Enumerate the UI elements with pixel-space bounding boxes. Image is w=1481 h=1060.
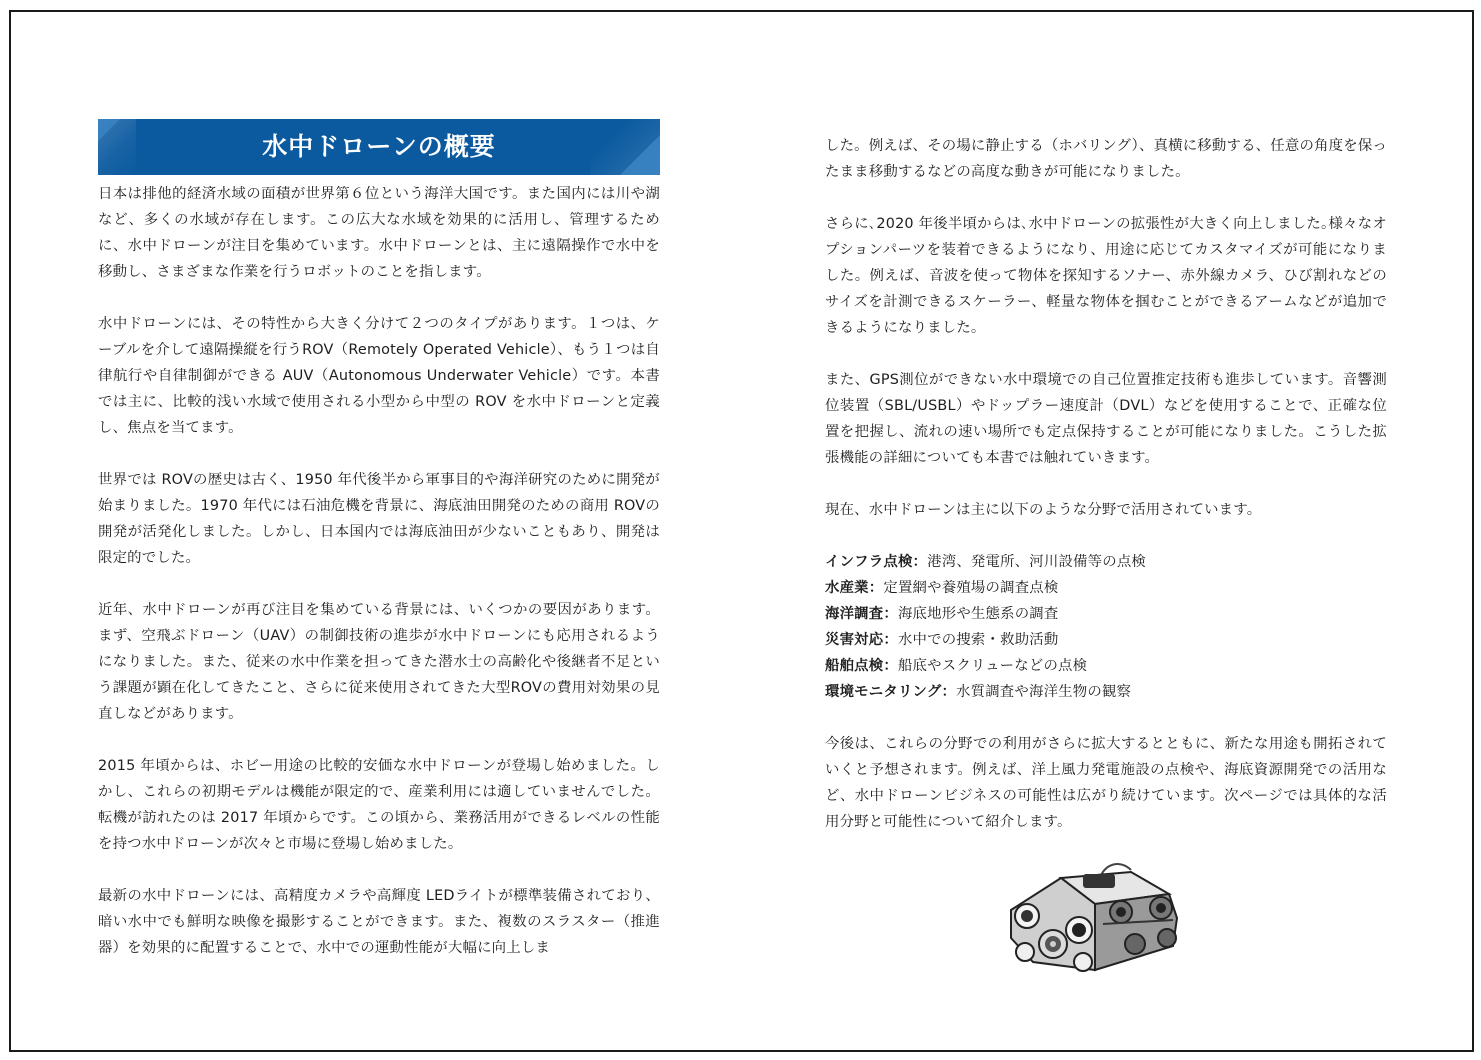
paragraph: さらに､2020 年後半頃からは､水中ドローンの拡張性が大きく向上しました｡様々なオプションパーツを装着できるようになり、用途に応じてカスタマイズが可能になりました。例えば、音波を使って物体を探知するソナー、赤外線カメラ、ひび割れなどのサイズを計測できるスケーラー、軽量な物体を掴むことができるアームなどが追加できるようになりました。 xyxy=(825,216,1387,336)
paragraph: 現在、水中ドローンは主に以下のような分野で活用されています。 xyxy=(825,502,1262,518)
field-desc: 港湾、発電所、河川設備等の点検 xyxy=(927,554,1147,570)
paragraph: 今後は、これらの分野での利用がさらに拡大するとともに、新たな用途も開拓されていくと予想されます。例えば、洋上風力発電施設の点検や、海底資源開発での活用など、水中ドローンビジネスの可能性は広がり続けています。次ページでは具体的な活用分野と可能性について紹介します。 xyxy=(825,736,1387,830)
paragraph: した。例えば、その場に静止する（ホバリング）、真横に移動する、任意の角度を保ったまま移動するなどの高度な動きが可能になりました。 xyxy=(825,138,1387,180)
paragraph: 近年、水中ドローンが再び注目を集めている背景には、いくつかの要因があります。まず、空飛ぶドローン（UAV）の制御技術の進歩が水中ドローンにも応用されるようになりました。また、従来の水中作業を担ってきた潜水士の高齢化や後継者不足という課題が顕在化してきたこと、さらに従来使用されてきた大型ROVの費用対効果の見直しなどがあります。 xyxy=(98,602,660,722)
left-column xyxy=(98,119,660,987)
field-name: インフラ点検： xyxy=(825,554,928,570)
paragraph: 最新の水中ドローンには、高精度カメラや高輝度 LEDライトが標準装備されており、暗い水中でも鮮明な映像を撮影することができます。また、複数のスラスター（推進器）を効果的に配置することで、水中での運動性能が大幅に向上しま xyxy=(98,888,660,956)
paragraph: 世界では ROVの歴史は古く、1950 年代後半から軍事目的や海洋研究のために開発が始まりました。1970 年代には石油危機を背景に、海底油田開発のための商用 ROVの開発が活発化しました。しかし、日本国内では海底油田が少ないこともあり、開発は限定的でした。 xyxy=(98,472,660,566)
list-item xyxy=(825,549,1387,575)
field-name: 海洋調査： xyxy=(825,606,898,622)
field-name: 水産業： xyxy=(825,580,884,596)
list-item xyxy=(825,627,1387,653)
field-list xyxy=(825,549,1387,705)
field-desc: 海底地形や生態系の調査 xyxy=(897,606,1059,622)
paragraph: 日本は排他的経済水域の面積が世界第６位という海洋大国です。また国内には川や湖など、多くの水域が存在します。この広大な水域を効果的に活用し、管理するために、水中ドローンが注目を集めています。水中ドローンとは、主に遠隔操作で水中を移動し、さまざまな作業を行うロボットのことを指します。 xyxy=(98,186,660,280)
underwater-drone-illustration xyxy=(1003,858,1185,980)
field-name: 災害対応： xyxy=(825,632,898,648)
drone-icon xyxy=(1003,858,1185,980)
paragraph: 水中ドローンには、その特性から大きく分けて２つのタイプがあります。１つは、ケーブルを介して遠隔操縦を行うROV（Remotely Operated Vehicle）、もう１つは自律航行や自律制御ができる AUV（Autonomous Underwater Vehicle）です。本書では主に、比較的浅い水域で使用される小型から中型の ROV を水中ドローンと定義し、焦点を当てます。 xyxy=(98,316,660,436)
field-name: 船舶点検： xyxy=(825,658,898,674)
list-item xyxy=(825,653,1387,679)
list-item xyxy=(825,601,1387,627)
field-desc: 定置網や養殖場の調査点検 xyxy=(883,580,1059,596)
paragraph: 2015 年頃からは、ホビー用途の比較的安価な水中ドローンが登場し始めました。しかし、これらの初期モデルは機能が限定的で、産業利用には適していませんでした。転機が訪れたのは 2017 年頃からです。この頃から、業務活用ができるレベルの性能を持つ水中ドローンが次々と市場に登場し始めました。 xyxy=(98,758,660,852)
right-column xyxy=(825,133,1387,861)
paragraph: また、GPS測位ができない水中環境での自己位置推定技術も進歩しています。音響測位装置（SBL/USBL）やドップラー速度計（DVL）などを使用することで、正確な位置を把握し、流れの速い場所でも定点保持することが可能になりました。こうした拡張機能の詳細についても本書では触れていきます。 xyxy=(825,372,1387,466)
list-item xyxy=(825,575,1387,601)
field-name: 環境モニタリング： xyxy=(825,684,957,700)
field-desc: 水質調査や海洋生物の観察 xyxy=(956,684,1132,700)
list-item xyxy=(825,679,1387,705)
title-banner xyxy=(98,119,660,175)
page-title: 水中ドローンの概要 xyxy=(262,132,496,161)
field-desc: 船底やスクリューなどの点検 xyxy=(897,658,1088,674)
field-desc: 水中での捜索・救助活動 xyxy=(897,632,1059,648)
